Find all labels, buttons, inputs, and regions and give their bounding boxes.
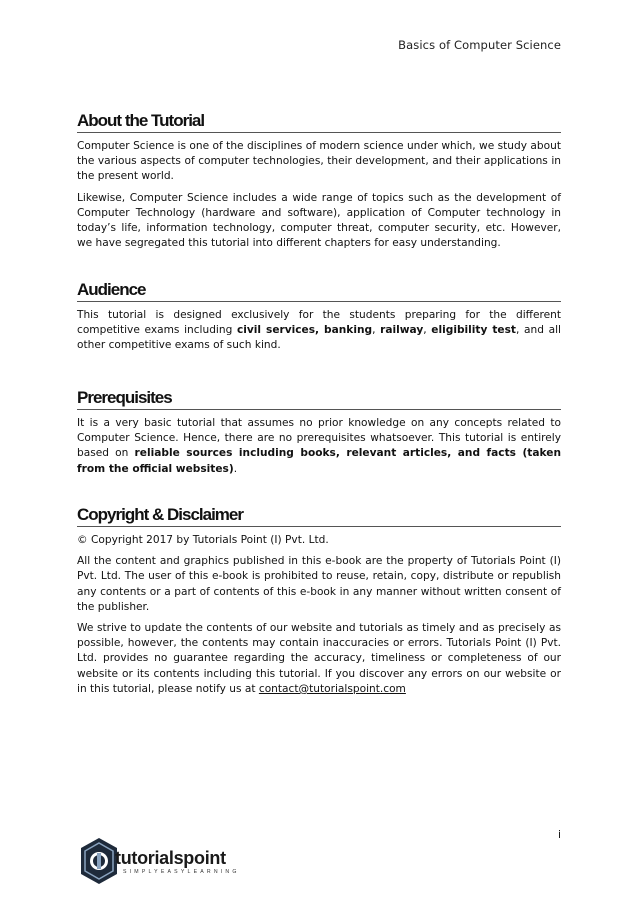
text-run: , and all other competitive exams of such kind. [77, 324, 561, 352]
copyright-paragraph-1: All the content and graphics published in this e-book are the property of Tutorials Point (I) Pvt. Ltd. The user of this e-book is prohibited to reuse, retain, copy, distribute or republish any contents or a part of contents of this e-book in any manner without written consent of the publisher. [77, 555, 561, 613]
text-run: . [233, 462, 238, 475]
text-run: , [423, 324, 432, 337]
logo-wordmark: tutorialspoint [115, 848, 226, 868]
page-number: i [558, 829, 561, 841]
logo-tagline: SIMPLYEASYLEARNING [123, 869, 240, 875]
audience-paragraph [77, 308, 561, 354]
about-paragraph-2: Likewise, Computer Science includes a wide range of topics such as the development of Computer Technology (hardware and software), application of Computer technology in today’s life, information technology, computer threat, computer security, etc. However, we have segregated this tutorial into different chapters for easy understanding. [77, 191, 561, 250]
text-run: It is a very basic tutorial that assumes no prior knowledge on any concepts related to Computer Science. Hence, there are no prerequisites whatsoever. This tutorial is entirely based on [77, 417, 561, 460]
text-run: We strive to update the contents of our website and tutorials as timely and as precisely as possible, however, the contents may contain inaccuracies or errors. Tutorials Point (I) Pvt. Ltd. provides no guarantee regarding the accuracy, timeliness or completeness of our website or its contents including this tutorial. If you discover any errors on our website or in this tutorial, please notify us at [77, 622, 561, 695]
prerequisites-paragraph [77, 416, 561, 477]
bold-text: eligibility test [431, 324, 516, 337]
text-run: , [372, 324, 381, 337]
section-prerequisites [77, 388, 561, 477]
contact-email-link[interactable]: contact@tutorialspoint.com [258, 682, 406, 695]
section-heading-audience: Audience [77, 280, 561, 302]
section-about [77, 111, 561, 251]
copyright-line: © Copyright 2017 by Tutorials Point (I) Pvt. Ltd. [77, 534, 329, 546]
section-heading-copyright: Copyright & Disclaimer [77, 505, 561, 527]
bold-text: reliable sources including books, relevant articles, and facts (taken from the official websites) [77, 447, 561, 475]
bold-text: railway [380, 324, 424, 337]
text-run: This tutorial is designed exclusively for the students preparing for the different competitive exams including [77, 309, 561, 337]
section-heading-prerequisites: Prerequisites [77, 388, 561, 410]
running-header: Basics of Computer Science [398, 38, 561, 52]
section-audience [77, 280, 561, 354]
section-copyright [77, 505, 561, 697]
copyright-paragraph-2 [77, 621, 561, 697]
tutorialspoint-logo [77, 836, 247, 886]
about-paragraph-1: Computer Science is one of the disciplines of modern science under which, we study about the various aspects of computer technologies, their development, and their applications in the present world. [77, 140, 561, 183]
section-heading-about: About the Tutorial [77, 111, 561, 133]
bold-text: civil services, banking [236, 324, 373, 337]
